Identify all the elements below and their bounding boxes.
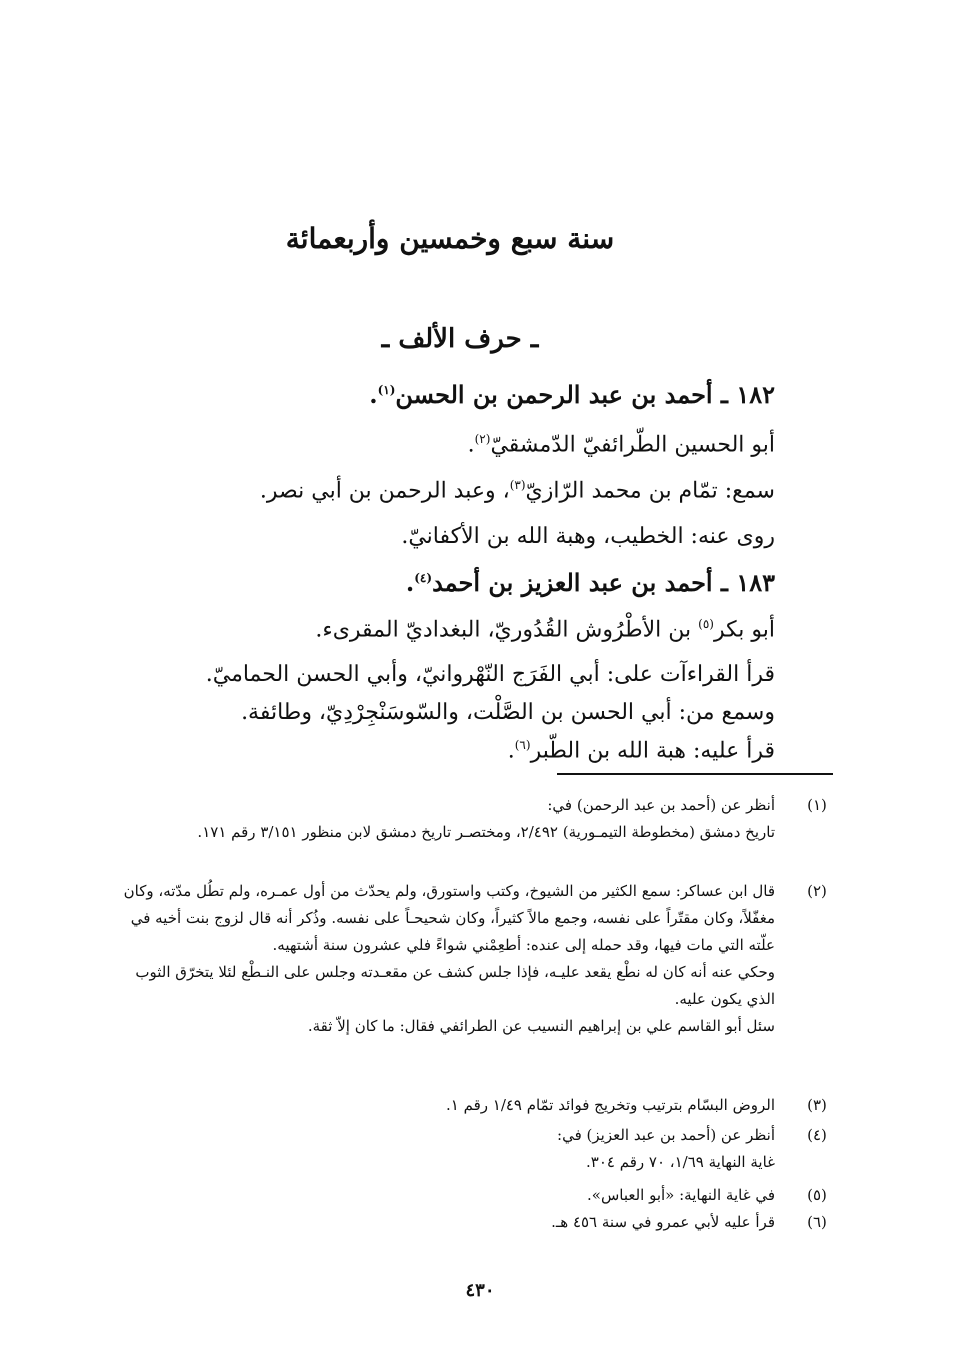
line-text: سمع: تمّام بن محمد الرّازيّ bbox=[525, 478, 775, 504]
line-text: وسمع من: أبي الحسن بن الصَّلْت، والسّوسَنْجِرْدِيّ، وطائفة. bbox=[241, 700, 775, 725]
footnote-text: أنظر عن (أحمد بن عبد الرحمن) في: bbox=[547, 796, 775, 814]
entry-line bbox=[468, 432, 775, 457]
line-text: أبو الحسين الطّرائفيّ الدّمشقيّ bbox=[490, 432, 775, 458]
footnote-3 bbox=[115, 1092, 835, 1119]
footnote-text: سئل أبو القاسم علي بن إبراهيم النسيب عن الطرائفي فقال: ما كان إلاّ ثقة. bbox=[307, 1017, 775, 1035]
entry-line bbox=[315, 617, 775, 642]
entry-line bbox=[260, 478, 775, 503]
footnote-2 bbox=[115, 878, 835, 1040]
line-end: . bbox=[507, 738, 515, 764]
footnote-text: قال ابن عساكر: سمع الكثير من الشيوخ، وكتب واستورق، ولم يحدّث من أول عمـره، ولم تطُل مدّته، وكان مغفّلاً، وكان مقتّراً على نفسه، وجمع مالاً كثيراً، وكان شحيحـاً على نفسه. وذُكر أنه قال لزوج بنت أخيه في علّته التي مات فيها، وقد حمله إلى عنده: أطعِمْني شواءً فلي عشرون سنة أشتهيه. bbox=[123, 882, 775, 954]
footnote-text: وحكي عنه أنه كان له نطْع يقعد عليـه، فإذا جلس كشف عن مقعـدته وجلس على النـطْع لئلا يتخرّق الثوب الذي يكون عليه. bbox=[135, 963, 775, 1008]
footnote-ref: (٤) bbox=[414, 571, 433, 585]
footnote-text: قرأ عليه لأبي عمرو في سنة ٤٥٦ هـ. bbox=[551, 1213, 775, 1231]
entry-heading-text: ١٨٣ ـ أحمد بن عبد العزيز بن أحمد bbox=[432, 568, 775, 597]
footnote-text: الروض البسّام بترتيب وتخريج فوائد تمّام ١/٤٩ رقم ١. bbox=[445, 1096, 775, 1114]
page-title: سنة سبع وخمسين وأربعمائة bbox=[285, 222, 615, 255]
entry-heading-183 bbox=[406, 568, 775, 597]
line-text: أبو بكر bbox=[713, 617, 775, 643]
entry-heading-end: . bbox=[405, 568, 415, 597]
footnote-6 bbox=[115, 1209, 835, 1236]
footnote-4 bbox=[115, 1122, 835, 1176]
entry-line bbox=[206, 662, 775, 687]
line-text: قرأ عليه: هبة الله بن الطّبر bbox=[530, 738, 775, 764]
footnote-1 bbox=[115, 792, 835, 846]
entry-line bbox=[241, 700, 775, 725]
entry-line bbox=[508, 738, 775, 763]
footnote-number: (٢) bbox=[807, 882, 827, 900]
footnote-ref: (٢) bbox=[474, 432, 491, 446]
entry-heading-text: ١٨٢ ـ أحمد بن عبد الرحمن بن الحسن bbox=[395, 380, 775, 409]
footnote-ref: (٣) bbox=[509, 478, 526, 492]
footnote-ref: (٥) bbox=[698, 617, 714, 631]
footnote-number: (٣) bbox=[807, 1096, 827, 1114]
footnote-text: تاريخ دمشق (مخطوطة التيمـورية) ٢/٤٩٢، ومختصـر تاريخ دمشق لابن منظور ٣/١٥١ رقم ١٧١. bbox=[197, 823, 775, 841]
footnote-ref: (٦) bbox=[514, 738, 531, 752]
entry-heading-end: . bbox=[369, 380, 378, 409]
footnote-number: (٤) bbox=[807, 1126, 827, 1144]
entry-heading-182 bbox=[369, 380, 775, 409]
footnote-text: أنظر عن (أحمد بن عبد العزيز) في: bbox=[557, 1126, 775, 1144]
footnote-number: (١) bbox=[807, 796, 827, 814]
page-number: ٤٣٠ bbox=[465, 1280, 495, 1301]
footnote-ref: (١) bbox=[377, 383, 396, 397]
footnote-divider bbox=[557, 773, 833, 775]
entry-line bbox=[401, 524, 775, 549]
section-heading: ـ حرف الألف ـ bbox=[381, 324, 539, 354]
line-text: قرأ القراءآت على: أبي الفَرَج النّهْروانيّ، وأبي الحسن الحماميّ. bbox=[205, 662, 775, 687]
footnote-5 bbox=[115, 1182, 835, 1209]
footnote-text: غاية النهاية ١/٦٩، ٧٠ رقم ٣٠٤. bbox=[586, 1153, 775, 1171]
line-end: ، وعبد الرحمن بن أبي نصر. bbox=[259, 478, 510, 504]
line-end: . bbox=[467, 432, 475, 458]
line-text: روى عنه: الخطيب، وهبة الله بن الأكفانيّ. bbox=[401, 524, 775, 549]
line-end: بن الأطْرُوش القُدُوريّ، البغداديّ المقرىء. bbox=[315, 617, 699, 643]
footnote-number: (٥) bbox=[807, 1186, 827, 1204]
footnote-number: (٦) bbox=[807, 1213, 827, 1231]
footnote-text: في غاية النهاية: «أبو العباس». bbox=[587, 1186, 775, 1204]
